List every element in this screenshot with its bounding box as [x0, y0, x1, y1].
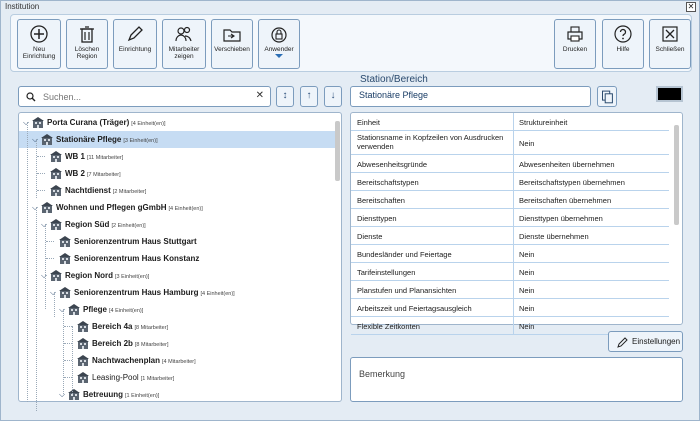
tree-item[interactable] [19, 114, 335, 131]
building-icon [50, 185, 62, 196]
folder-move-icon [222, 24, 242, 44]
tree-item[interactable] [19, 335, 335, 352]
tree-item-count: [7 Mitarbeiter] [87, 172, 121, 178]
table-row[interactable] [351, 131, 669, 155]
tree-item[interactable] [19, 182, 335, 199]
tree-item-name: Nachtdienst [65, 186, 111, 195]
tree-item-name: Seniorenzentrum Haus Konstanz [74, 254, 200, 263]
table-row[interactable] [351, 245, 669, 263]
tree-connector [64, 343, 72, 344]
tree-guide-line [63, 309, 64, 394]
chevron-down-icon[interactable]: ⌵ [59, 390, 66, 399]
chevron-down-icon[interactable]: ⌵ [41, 271, 48, 280]
toolbar [10, 14, 692, 72]
property-name: Tarifeinstellungen [357, 268, 416, 277]
delete-region-button[interactable] [66, 19, 108, 69]
tree-item-count: [1 Mitarbeiter] [140, 376, 175, 382]
tree-item-count: [4 Einheit(en)] [200, 291, 235, 297]
property-name: Diensttypen [357, 214, 397, 223]
building-icon [77, 338, 89, 349]
tree-item[interactable] [19, 386, 335, 403]
property-value: Nein [519, 286, 535, 295]
show-staff-label: Mitarbeiter zeigen [168, 46, 200, 60]
column-divider [513, 263, 514, 280]
move-up-button[interactable]: ↑ [300, 86, 318, 107]
property-name: Bereitschaftstypen [357, 178, 419, 187]
tree-item-name: Nachtwachenplan [92, 356, 161, 365]
clear-search-icon[interactable]: ✕ [255, 90, 264, 101]
tree-item-count: [8 Mitarbeiter] [134, 325, 169, 331]
trash-icon [77, 24, 97, 44]
property-value: Diensttypen übernehmen [519, 214, 603, 223]
table-row[interactable] [351, 155, 669, 173]
tree-guide-line [27, 122, 28, 402]
pencil-icon [125, 24, 145, 44]
tree-item[interactable] [19, 131, 335, 148]
tree-item[interactable] [19, 250, 335, 267]
table-row[interactable] [351, 191, 669, 209]
chevron-down-icon[interactable]: ⌵ [32, 203, 39, 212]
new-facility-label: Neu Einrichtung [22, 46, 56, 60]
help-button[interactable] [602, 19, 644, 69]
building-icon [77, 321, 89, 332]
building-icon [68, 304, 80, 315]
facility-label: Einrichtung [118, 46, 152, 53]
tree-connector [37, 156, 45, 157]
close-icon [660, 24, 680, 44]
new-facility-button[interactable] [17, 19, 61, 69]
tree-item-count: [3 Einheit(en)] [123, 138, 158, 144]
tree-connector [64, 377, 72, 378]
column-divider [513, 155, 514, 172]
tree-item-name: Porta Curana (Träger) [47, 118, 130, 127]
properties-table [350, 112, 683, 331]
chevron-down-icon[interactable]: ⌵ [23, 118, 30, 127]
organization-tree[interactable] [18, 112, 342, 402]
settings-button[interactable] [608, 331, 683, 352]
table-header-row [351, 113, 669, 131]
tree-item[interactable] [19, 284, 335, 301]
tree-item-count: [4 Einheit(en)] [131, 121, 166, 127]
tree-item-name: Wohnen und Pflegen gGmbH [56, 203, 167, 212]
tree-item[interactable] [19, 199, 335, 216]
table-scrollbar[interactable] [674, 125, 679, 321]
tree-connector [37, 190, 45, 191]
table-row[interactable] [351, 281, 669, 299]
table-row[interactable] [351, 173, 669, 191]
table-row[interactable] [351, 263, 669, 281]
print-label: Drucken [562, 46, 588, 53]
copy-icon [598, 87, 616, 106]
column-divider [513, 173, 514, 190]
user-label: Anwender [264, 46, 294, 53]
tree-item-name: Bereich 2b [92, 339, 133, 348]
tree-guide-line [36, 139, 37, 198]
tree-item[interactable] [19, 369, 335, 386]
tree-item-count: [4 Einheit(en)] [109, 308, 144, 314]
property-value: Nein [519, 139, 535, 148]
property-name: Arbeitszeit und Feiertagsausgleich [357, 304, 472, 313]
building-icon [59, 287, 71, 298]
column-divider [513, 113, 514, 130]
remark-field[interactable] [350, 357, 683, 402]
color-swatch[interactable] [656, 86, 683, 102]
title-bar [1, 1, 699, 13]
property-value: Dienste übernehmen [519, 232, 589, 241]
column-divider [513, 209, 514, 226]
settings-label: Einstellungen [632, 337, 681, 346]
property-value: Struktureinheit [519, 118, 568, 127]
column-divider [513, 245, 514, 262]
search-input[interactable] [43, 90, 253, 103]
tree-scrollbar-thumb[interactable] [335, 121, 340, 181]
building-icon [77, 372, 89, 383]
sort-button[interactable]: ↕ [276, 86, 294, 107]
property-value: Nein [519, 268, 535, 277]
move-label: Verschieben [214, 46, 250, 53]
building-icon [59, 253, 71, 264]
property-value: Nein [519, 304, 535, 313]
tree-item-count: [4 Einheit(en)] [168, 206, 203, 212]
chevron-down-icon[interactable]: ⌵ [32, 135, 39, 144]
column-divider [513, 131, 514, 154]
user-dropdown-button[interactable] [258, 19, 300, 69]
building-icon [50, 168, 62, 179]
tree-connector [64, 360, 72, 361]
tree-item[interactable] [19, 148, 335, 165]
tree-guide-line [45, 224, 46, 275]
property-name: Bundesländer und Feiertage [357, 250, 452, 259]
tree-item-count: [8 Mitarbeiter] [134, 342, 169, 348]
property-value: Abwesenheiten übernehmen [519, 160, 615, 169]
tree-guide-line [36, 207, 37, 411]
tree-item[interactable] [19, 216, 335, 233]
lock-icon [269, 24, 289, 44]
table-row[interactable] [351, 299, 669, 317]
tree-item[interactable] [19, 165, 335, 182]
tree-item-name: Pflege [83, 305, 108, 314]
help-icon [613, 24, 633, 44]
tree-guide-line [54, 292, 55, 317]
move-down-button[interactable]: ↓ [324, 86, 342, 107]
help-label: Hilfe [616, 46, 630, 53]
property-name: Planstufen und Planansichten [357, 286, 457, 295]
column-divider [513, 191, 514, 208]
column-divider [513, 299, 514, 316]
tree-connector [64, 326, 72, 327]
tree-item[interactable] [19, 318, 335, 335]
chevron-down-icon[interactable]: ⌵ [50, 288, 57, 297]
property-value: Nein [519, 322, 535, 331]
building-icon [32, 117, 44, 128]
tree-item[interactable] [19, 233, 335, 250]
printer-icon [565, 24, 585, 44]
column-divider [513, 281, 514, 298]
move-button[interactable] [211, 19, 253, 69]
search-icon [26, 92, 36, 102]
tree-guide-line [45, 275, 46, 309]
building-icon [68, 389, 80, 400]
copy-button[interactable] [597, 86, 617, 107]
tree-connector [37, 173, 45, 174]
property-value: Nein [519, 250, 535, 259]
tree-item-count: [4 Mitarbeiter] [162, 359, 196, 365]
tree-item-count: [11 Mitarbeiter] [87, 155, 124, 161]
building-icon [50, 151, 62, 162]
show-staff-button[interactable] [162, 19, 206, 69]
tree-item[interactable] [19, 267, 335, 284]
tree-item-count: [2 Einheit(en)] [111, 223, 146, 229]
tree-item-name: Bereich 4a [92, 322, 133, 331]
building-icon [41, 202, 53, 213]
building-icon [50, 270, 62, 281]
property-name: Dienste [357, 232, 383, 241]
tree-item-name: Seniorenzentrum Haus Stuttgart [74, 237, 197, 246]
tree-item-name: WB 1 [65, 152, 85, 161]
facility-button[interactable] [113, 19, 157, 69]
print-button[interactable] [554, 19, 596, 69]
building-icon [77, 355, 89, 366]
tree-scrollbar[interactable] [335, 115, 340, 401]
building-icon [59, 236, 71, 247]
property-name: Abwesenheitsgründe [357, 160, 428, 169]
close-label: Schließen [655, 46, 685, 53]
station-name-field[interactable]: Stationäre Pflege [350, 86, 591, 107]
chevron-down-icon[interactable]: ⌵ [41, 220, 48, 229]
property-name: Stationsname in Kopfzeilen von Ausdrucken verwenden [357, 133, 504, 151]
property-name: Bereitschaften [357, 196, 405, 205]
column-divider [513, 317, 514, 334]
tree-item-name: Stationäre Pflege [56, 135, 122, 144]
close-button[interactable] [649, 19, 691, 69]
window-close-button[interactable]: ✕ [687, 2, 695, 11]
delete-region-label: Löschen Region [74, 46, 100, 60]
tree-item[interactable] [19, 352, 335, 369]
tree-item-name: Leasing-Pool [92, 373, 139, 382]
tree-item[interactable] [19, 301, 335, 318]
table-row[interactable] [351, 209, 669, 227]
tree-item-count: [2 Mitarbeiter] [112, 189, 147, 195]
chevron-down-icon[interactable]: ⌵ [59, 305, 66, 314]
pencil-icon [617, 336, 629, 348]
property-name: Einheit [357, 118, 380, 127]
chevron-down-icon [275, 54, 283, 58]
property-value: Bereitschaftstypen übernehmen [519, 178, 625, 187]
table-scrollbar-thumb[interactable] [674, 125, 679, 225]
tree-guide-line [72, 326, 73, 394]
tree-item-label [83, 386, 159, 405]
property-name: Flexible Zeitkonten [357, 322, 420, 331]
building-icon [41, 134, 53, 145]
window-title: Institution [5, 2, 40, 11]
tree-item-name: Region Nord [65, 271, 113, 280]
tree-item-name: Seniorenzentrum Haus Hamburg [74, 288, 199, 297]
tree-item-name: Betreuung [83, 390, 123, 399]
property-value: Bereitschaften übernehmen [519, 196, 612, 205]
building-icon [50, 219, 62, 230]
tree-item-name: WB 2 [65, 169, 85, 178]
search-field[interactable] [18, 86, 271, 107]
station-group-label: Station/Bereich [360, 74, 428, 85]
tree-item-count: [1 Einheit(en)] [125, 393, 160, 399]
tree-connector [46, 258, 54, 259]
users-icon [174, 24, 194, 44]
table-row[interactable] [351, 227, 669, 245]
tree-item-name: Region Süd [65, 220, 110, 229]
remark-placeholder: Bemerkung [359, 369, 406, 379]
plus-circle-icon [29, 24, 49, 44]
tree-item-count: [3 Einheit(en)] [115, 274, 150, 280]
column-divider [513, 227, 514, 244]
tree-connector [46, 241, 54, 242]
